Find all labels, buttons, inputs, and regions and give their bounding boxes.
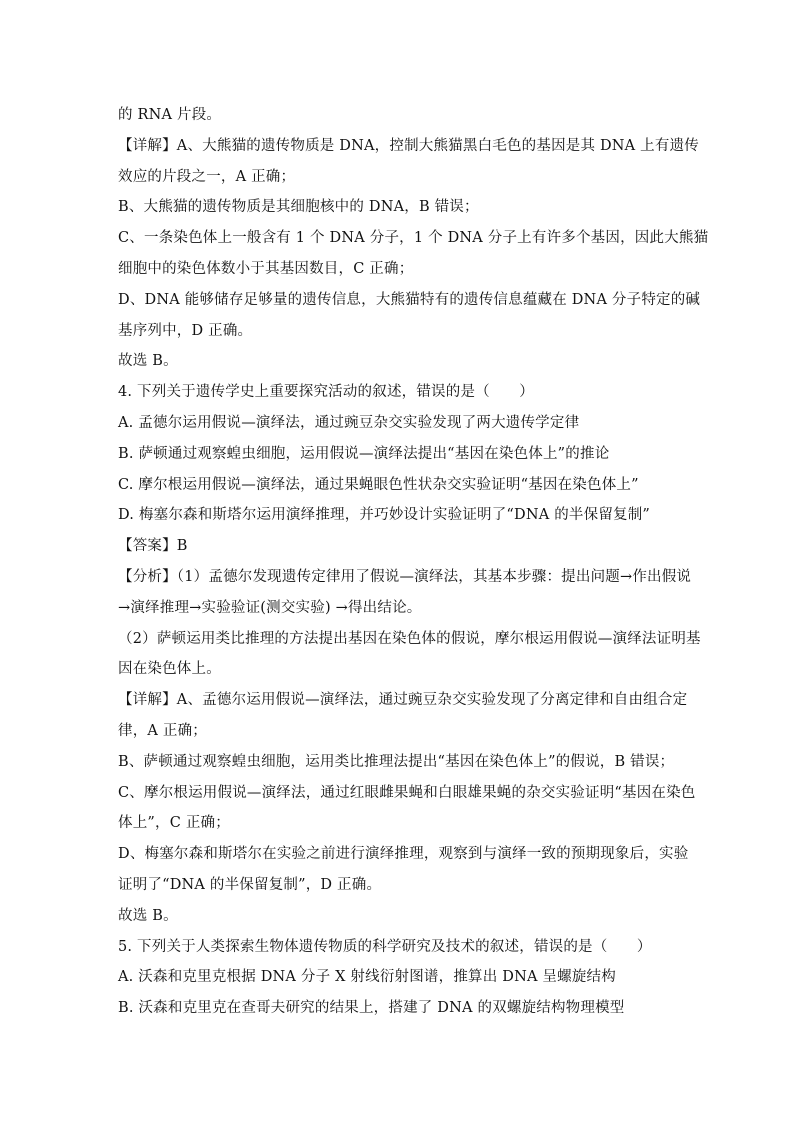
text-line: 【详解】A、大熊猫的遗传物质是 DNA，控制大熊猫黑白毛色的基因是其 DNA 上有遗传 [118,137,699,154]
explanation-line: 【详解】A、孟德尔运用假说—演绎法，通过豌豆杂交实验发现了分离定律和自由组合定 [118,692,688,709]
text-line: C、摩尔根运用假说—演绎法，通过红眼雌果蝇和白眼雄果蝇的杂交实验证明“基因在染色 [118,784,696,801]
question-stem: 5. 下列关于人类探索生物体遗传物质的科学研究及技术的叙述，错误的是（ ） [118,938,652,955]
text-line: D、梅塞尔森和斯塔尔在实验之前进行演绎推理，观察到与演绎一致的预期现象后，实验 [118,846,689,863]
text-line: B、萨顿通过观察蝗虫细胞，运用类比推理法提出“基因在染色体上”的假说，B 错误； [118,753,675,770]
text-line: 证明了“DNA 的半保留复制”，D 正确。 [118,876,382,893]
text-line: 体上”，C 正确； [118,815,230,832]
analysis-line: 【分析】（1）孟德尔发现遗传定律用了假说—演绎法，其基本步骤：提出问题→作出假说 [118,568,692,585]
text-line: →演绎推理→实验验证(测交实验) →得出结论。 [118,599,422,616]
text-line: 细胞中的染色体数小于其基因数目，C 正确； [118,260,414,277]
document-page [118,100,709,1024]
text-line: B、大熊猫的遗传物质是其细胞核中的 DNA，B 错误； [118,199,479,216]
text-line: 故选 B。 [118,353,178,370]
text-line: 的 RNA 片段。 [118,107,222,123]
option-b: B. 沃森和克里克在查哥夫研究的结果上，搭建了 DNA 的双螺旋结构物理模型 [118,1000,625,1017]
text-line: 因在染色体上。 [118,661,221,678]
text-line: 故选 B。 [118,907,178,924]
option-d: D. 梅塞尔森和斯塔尔运用演绎推理，并巧妙设计实验证明了“DNA 的半保留复制” [118,507,651,524]
option-a: A. 沃森和克里克根据 DNA 分子 X 射线衍射图谱，推算出 DNA 呈螺旋结构 [118,969,616,986]
question-stem: 4. 下列关于遗传学史上重要探究活动的叙述，错误的是（ ） [118,384,534,401]
text-line: 基序列中，D 正确。 [118,322,253,339]
text-line: 律，A 正确； [118,722,207,739]
text-line: C、一条染色体上一般含有 1 个 DNA 分子，1 个 DNA 分子上有许多个基因，因此大熊猫 [118,230,709,247]
answer-line: 【答案】B [118,538,188,555]
text-line: D、DNA 能够储存足够量的遗传信息，大熊猫特有的遗传信息蕴藏在 DNA 分子特定的碱 [118,291,701,308]
option-a: A. 孟德尔运用假说—演绎法，通过豌豆杂交实验发现了两大遗传学定律 [118,414,580,431]
option-c: C. 摩尔根运用假说—演绎法，通过果蝇眼色性状杂交实验证明“基因在染色体上” [118,476,639,493]
option-b: B. 萨顿通过观察蝗虫细胞，运用假说—演绎法提出“基因在染色体上”的推论 [118,445,610,462]
text-line: （2）萨顿运用类比推理的方法提出基因在染色体的假说，摩尔根运用假说—演绎法证明基 [118,630,701,647]
text-line: 效应的片段之一，A 正确； [118,168,296,185]
